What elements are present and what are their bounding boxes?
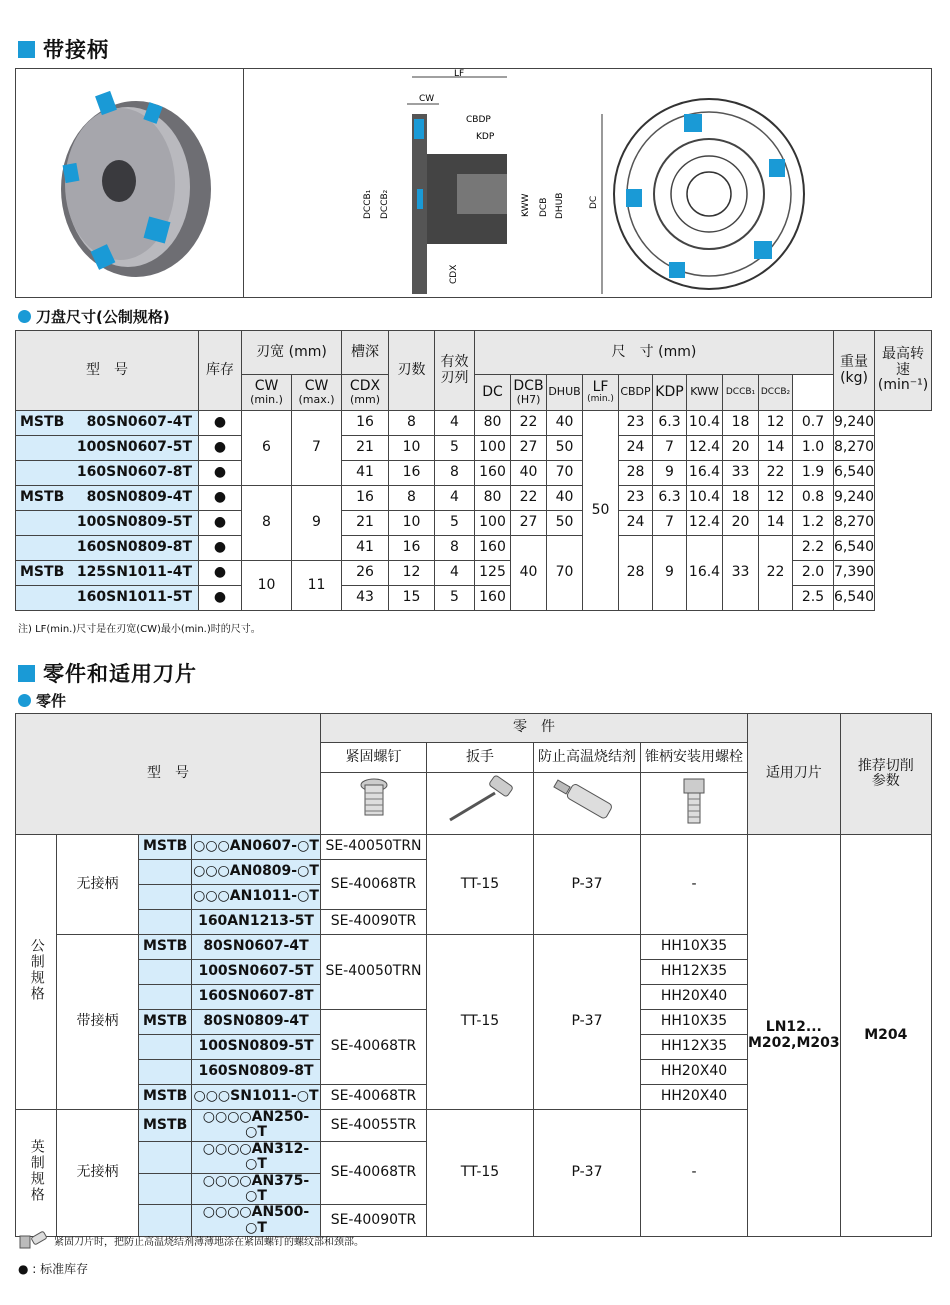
- table-cell: 8: [389, 411, 435, 436]
- th-dhub: DHUB: [547, 375, 583, 411]
- table-cell: SE-40090TR: [321, 910, 427, 935]
- table-cell: 18: [723, 486, 759, 511]
- table-cell: 9: [653, 536, 687, 611]
- table-cell: 4: [435, 561, 475, 586]
- table-cell: 160: [475, 536, 511, 561]
- section-marker-icon: [18, 41, 35, 58]
- table-cell: 5: [435, 586, 475, 611]
- table-cell: ○○○SN1011-○T: [192, 1085, 321, 1110]
- table-cell: [139, 985, 192, 1010]
- svg-text:DC: DC: [589, 195, 599, 209]
- table-cell: 5: [435, 436, 475, 461]
- table-cell: [139, 910, 192, 935]
- table-cell: 4: [435, 411, 475, 436]
- table-cell: 6,540: [834, 536, 875, 561]
- table-cell: 7: [653, 436, 687, 461]
- table-cell: MSTB 80SN0809-4T: [16, 486, 199, 511]
- table-cell: ○○○○AN375-○T: [192, 1173, 321, 1205]
- table-cell: 10: [242, 561, 292, 611]
- table-cell: 33: [723, 461, 759, 486]
- table-cell: 8: [435, 536, 475, 561]
- dimension-drawing-icon: [244, 69, 932, 299]
- table-cell: 41: [342, 536, 389, 561]
- table-cell: [139, 1035, 192, 1060]
- table-cell: 40: [511, 461, 547, 486]
- table-cell: SE-40068TR: [321, 1141, 427, 1205]
- th2-insert: 适用刀片: [748, 714, 841, 835]
- table-cell: 41: [342, 461, 389, 486]
- th-cdx: CDX (mm): [342, 375, 389, 411]
- table-cell: -: [641, 1110, 748, 1237]
- th-dccb1: DCCB₁: [723, 375, 759, 411]
- table-cell: ●: [199, 411, 242, 436]
- table-row: [16, 461, 932, 486]
- table-cell: 16.4: [687, 536, 723, 611]
- table-cell: 6,540: [834, 461, 875, 486]
- th2-parts: 零 件: [321, 714, 748, 743]
- table-cell: P-37: [534, 835, 641, 935]
- table-cell: ●: [199, 461, 242, 486]
- table-cell: P-37: [534, 1110, 641, 1237]
- table-cell: 10: [389, 511, 435, 536]
- table-cell: ○○○AN0809-○T: [192, 860, 321, 885]
- table-cell: 100SN0607-5T: [192, 960, 321, 985]
- table-cell: HH10X35: [641, 935, 748, 960]
- table-cell: [139, 1060, 192, 1085]
- table-cell: [139, 960, 192, 985]
- table-cell: SE-40050TRN: [321, 935, 427, 1010]
- table-cell: 100: [475, 436, 511, 461]
- table-cell: MSTB: [139, 1110, 192, 1142]
- table-cell: 7,390: [834, 561, 875, 586]
- table-cell: HH12X35: [641, 1035, 748, 1060]
- table-cell: 6,540: [834, 586, 875, 611]
- table-cell: 11: [292, 561, 342, 611]
- table-cell: 9,240: [834, 411, 875, 436]
- bullet-icon: [18, 694, 31, 707]
- table-cell: 8,270: [834, 436, 875, 461]
- screw-icon-cell: [321, 773, 427, 835]
- table-cell: 24: [619, 436, 653, 461]
- table-cell: 160: [475, 586, 511, 611]
- table-cell: [139, 860, 192, 885]
- section-marker-icon: [18, 665, 35, 682]
- table-cell: 0.8: [793, 486, 834, 511]
- table-cell: 10.4: [687, 486, 723, 511]
- table-row: [16, 835, 932, 860]
- table-cell: SE-40050TRN: [321, 835, 427, 860]
- table-cell: [139, 1141, 192, 1173]
- th2-model: 型 号: [16, 714, 321, 835]
- table-row: [16, 411, 932, 436]
- table-cell: 12: [759, 411, 793, 436]
- table-cell: 70: [547, 536, 583, 611]
- table-cell: 16: [389, 461, 435, 486]
- th-cbdp: CBDP: [619, 375, 653, 411]
- bullet-icon: [18, 310, 31, 323]
- table-cell: ●: [199, 486, 242, 511]
- th2-screw: 紧固螺钉: [321, 743, 427, 773]
- svg-text:KWW: KWW: [521, 193, 531, 217]
- table-cell: 10.4: [687, 411, 723, 436]
- wrench-icon: [440, 775, 520, 827]
- table-cell: [139, 1173, 192, 1205]
- cutter-photo: [16, 69, 244, 297]
- th-depth: 槽深: [342, 331, 389, 375]
- table-cell: 33: [723, 536, 759, 611]
- table-cell: MSTB: [139, 1085, 192, 1110]
- table-cell: 8,270: [834, 511, 875, 536]
- th-speed: 最高转速 (min⁻¹): [875, 331, 932, 411]
- table-cell: ○○○○AN312-○T: [192, 1141, 321, 1173]
- table-cell: 18: [723, 411, 759, 436]
- table-cell: SE-40068TR: [321, 860, 427, 910]
- table-cell: 16.4: [687, 461, 723, 486]
- table-cell: 80: [475, 411, 511, 436]
- table-cell: 2.5: [793, 586, 834, 611]
- table-cell: 160AN1213-5T: [192, 910, 321, 935]
- table-cell: P-37: [534, 935, 641, 1110]
- table-cell: 23: [619, 486, 653, 511]
- table-row: [16, 536, 932, 561]
- th-dccb2: DCCB₂: [759, 375, 793, 411]
- table-cell: 125: [475, 561, 511, 586]
- table-row: [16, 511, 932, 536]
- th2-wrench: 扳手: [427, 743, 534, 773]
- table-cell: 40: [547, 486, 583, 511]
- th-eff: 有效刃列: [435, 331, 475, 411]
- table-cell: 1.2: [793, 511, 834, 536]
- th-dcb: DCB (H7): [511, 375, 547, 411]
- th-kdp: KDP: [653, 375, 687, 411]
- table-cell: MSTB: [139, 935, 192, 960]
- th-dc: DC: [475, 375, 511, 411]
- table-cell: 27: [511, 511, 547, 536]
- table-cell: 28: [619, 461, 653, 486]
- table-cell: 22: [511, 411, 547, 436]
- table-cell: 160SN0607-8T: [192, 985, 321, 1010]
- bolt-icon-cell: [641, 773, 748, 835]
- table-cell: 50: [583, 411, 619, 611]
- table-cell: HH20X40: [641, 1085, 748, 1110]
- table-cell: TT-15: [427, 1110, 534, 1237]
- anti-seize-icon-cell: [534, 773, 641, 835]
- table-cell: 2.2: [793, 536, 834, 561]
- th-dims: 尺 寸 (mm): [475, 331, 834, 375]
- table-cell: 160SN0809-8T: [16, 536, 199, 561]
- table-cell: 40: [547, 411, 583, 436]
- table-cell: ●: [199, 536, 242, 561]
- table-cell: 带接柄: [57, 935, 139, 1110]
- table-cell: TT-15: [427, 935, 534, 1110]
- table-cell: 14: [759, 511, 793, 536]
- th-stock: 库存: [199, 331, 242, 411]
- table-cell: 无接柄: [57, 1110, 139, 1237]
- svg-text:CBDP: CBDP: [466, 115, 491, 125]
- svg-text:DHUB: DHUB: [555, 192, 565, 219]
- table-cell: 9: [653, 461, 687, 486]
- parts-table: [15, 713, 932, 1237]
- table-cell: ○○○○AN250-○T: [192, 1110, 321, 1142]
- table-cell: 9: [292, 486, 342, 561]
- table1-note: 注) LF(min.)尺寸是在刃宽(CW)最小(min.)时的尺寸。: [18, 624, 261, 635]
- table-cell: 8: [435, 461, 475, 486]
- table-cell: 23: [619, 411, 653, 436]
- table-cell: HH20X40: [641, 1060, 748, 1085]
- table-row: [16, 436, 932, 461]
- table-cell: 20: [723, 511, 759, 536]
- table-cell: 21: [342, 511, 389, 536]
- svg-text:DCB: DCB: [539, 197, 549, 217]
- svg-text:KDP: KDP: [476, 132, 495, 142]
- table-cell: 9,240: [834, 486, 875, 511]
- table-cell: 80SN0607-4T: [192, 935, 321, 960]
- table-cell: SE-40090TR: [321, 1205, 427, 1237]
- table-cell: 22: [759, 536, 793, 611]
- table-cell: 8: [242, 486, 292, 561]
- th-cw-max: CW (max.): [292, 375, 342, 411]
- table-cell: 16: [389, 536, 435, 561]
- table-cell: MSTB 80SN0607-4T: [16, 411, 199, 436]
- table-cell: 20: [723, 436, 759, 461]
- th-cw-min: CW (min.): [242, 375, 292, 411]
- table-cell: TT-15: [427, 835, 534, 935]
- table-cell: 100SN0809-5T: [192, 1035, 321, 1060]
- table-cell: 24: [619, 511, 653, 536]
- cutter-3d-icon: [16, 69, 244, 299]
- table-cell: 21: [342, 436, 389, 461]
- product-figure: [15, 68, 932, 298]
- table-cell: 4: [435, 486, 475, 511]
- table-cell: 6: [242, 411, 292, 486]
- table-cell: 16: [342, 486, 389, 511]
- table-cell: 1.0: [793, 436, 834, 461]
- table-cell: SE-40068TR: [321, 1085, 427, 1110]
- table-cell: HH12X35: [641, 960, 748, 985]
- metric-label: 公制规格: [16, 835, 57, 1110]
- table-cell: ●: [199, 561, 242, 586]
- table-cell: 26: [342, 561, 389, 586]
- table-cell: 160SN1011-5T: [16, 586, 199, 611]
- svg-text:CDX: CDX: [449, 264, 459, 284]
- table-cell: 12.4: [687, 436, 723, 461]
- params-value: M204: [840, 835, 931, 1237]
- table-cell: 22: [511, 486, 547, 511]
- svg-text:LF: LF: [454, 69, 465, 79]
- table-cell: 无接柄: [57, 835, 139, 935]
- th-kww: KWW: [687, 375, 723, 411]
- table-cell: 12: [759, 486, 793, 511]
- table-cell: 1.9: [793, 461, 834, 486]
- table-cell: HH10X35: [641, 1010, 748, 1035]
- table-cell: 100: [475, 511, 511, 536]
- table-cell: 160: [475, 461, 511, 486]
- table-cell: 27: [511, 436, 547, 461]
- table-cell: -: [641, 835, 748, 935]
- table-cell: 8: [389, 486, 435, 511]
- table-cell: 80: [475, 486, 511, 511]
- table-cell: ○○○AN0607-○T: [192, 835, 321, 860]
- table-row: [16, 561, 932, 586]
- table-cell: 6.3: [653, 486, 687, 511]
- table-cell: 100SN0809-5T: [16, 511, 199, 536]
- table-row: [16, 586, 932, 611]
- table-cell: 15: [389, 586, 435, 611]
- table-cell: 10: [389, 436, 435, 461]
- table-cell: 5: [435, 511, 475, 536]
- table-cell: 12: [389, 561, 435, 586]
- table-cell: ●: [199, 586, 242, 611]
- table-cell: 16: [342, 411, 389, 436]
- table-cell: 22: [759, 461, 793, 486]
- table-cell: SE-40068TR: [321, 1010, 427, 1085]
- table-cell: 2.0: [793, 561, 834, 586]
- technical-drawing: [244, 69, 932, 297]
- th-model: 型 号: [16, 331, 199, 411]
- th-lf: LF (min.): [583, 375, 619, 411]
- table-cell: 160SN0607-8T: [16, 461, 199, 486]
- table-cell: HH20X40: [641, 985, 748, 1010]
- table-cell: 160SN0809-8T: [192, 1060, 321, 1085]
- table-cell: ○○○AN1011-○T: [192, 885, 321, 910]
- th-weight: 重量 (kg): [834, 331, 875, 411]
- table-cell: 7: [292, 411, 342, 486]
- table-cell: 14: [759, 436, 793, 461]
- screw-icon: [359, 777, 389, 825]
- table-cell: 0.7: [793, 411, 834, 436]
- th2-bolt: 锥柄安装用螺栓: [641, 743, 748, 773]
- table-cell: [139, 885, 192, 910]
- wrench-icon-cell: [427, 773, 534, 835]
- bolt-icon: [679, 775, 709, 827]
- stock-legend: ● : 标准库存: [18, 1262, 89, 1276]
- table-cell: 12.4: [687, 511, 723, 536]
- table-row: [16, 486, 932, 511]
- tube-icon: [547, 775, 627, 827]
- table-cell: MSTB: [139, 835, 192, 860]
- table-cell: 43: [342, 586, 389, 611]
- table-cell: 7: [653, 511, 687, 536]
- svg-text:DCCB₂: DCCB₂: [380, 189, 390, 219]
- th-width: 刃宽 (mm): [242, 331, 342, 375]
- table-cell: MSTB: [139, 1010, 192, 1035]
- table1-title: 刀盘尺寸(公制规格): [18, 306, 170, 327]
- table-cell: 50: [547, 436, 583, 461]
- table-cell: 100SN0607-5T: [16, 436, 199, 461]
- section-title-shank: 带接柄: [18, 34, 109, 64]
- th2-anti: 防止高温烧结剂: [534, 743, 641, 773]
- table-cell: 28: [619, 536, 653, 611]
- table-cell: 70: [547, 461, 583, 486]
- table-cell: 50: [547, 511, 583, 536]
- table-cell: 80SN0809-4T: [192, 1010, 321, 1035]
- table-cell: ●: [199, 436, 242, 461]
- th-teeth: 刃数: [389, 331, 435, 411]
- svg-text:CW: CW: [419, 94, 435, 104]
- svg-text:DCCB₁: DCCB₁: [363, 189, 373, 219]
- inch-label: 英制规格: [16, 1110, 57, 1237]
- section-title-parts: 零件和适用刀片: [18, 658, 197, 688]
- anti-seize-note: 紧固刀片时，把防止高温烧结剂薄薄地涂在紧固螺钉的螺纹部和颈部。: [18, 1230, 364, 1250]
- table-cell: ●: [199, 511, 242, 536]
- dimension-table: [15, 330, 932, 611]
- table-cell: 6.3: [653, 411, 687, 436]
- insert-value: LN12... M202,M203: [748, 835, 841, 1237]
- table-cell: SE-40055TR: [321, 1110, 427, 1142]
- parts-subtitle: 零件: [18, 690, 66, 711]
- table-cell: ○○○○AN500-○T: [192, 1205, 321, 1237]
- table-cell: 40: [511, 536, 547, 611]
- table-cell: MSTB 125SN1011-4T: [16, 561, 199, 586]
- tube-screw-icon: [18, 1230, 50, 1250]
- th2-params: 推荐切削参数: [840, 714, 931, 835]
